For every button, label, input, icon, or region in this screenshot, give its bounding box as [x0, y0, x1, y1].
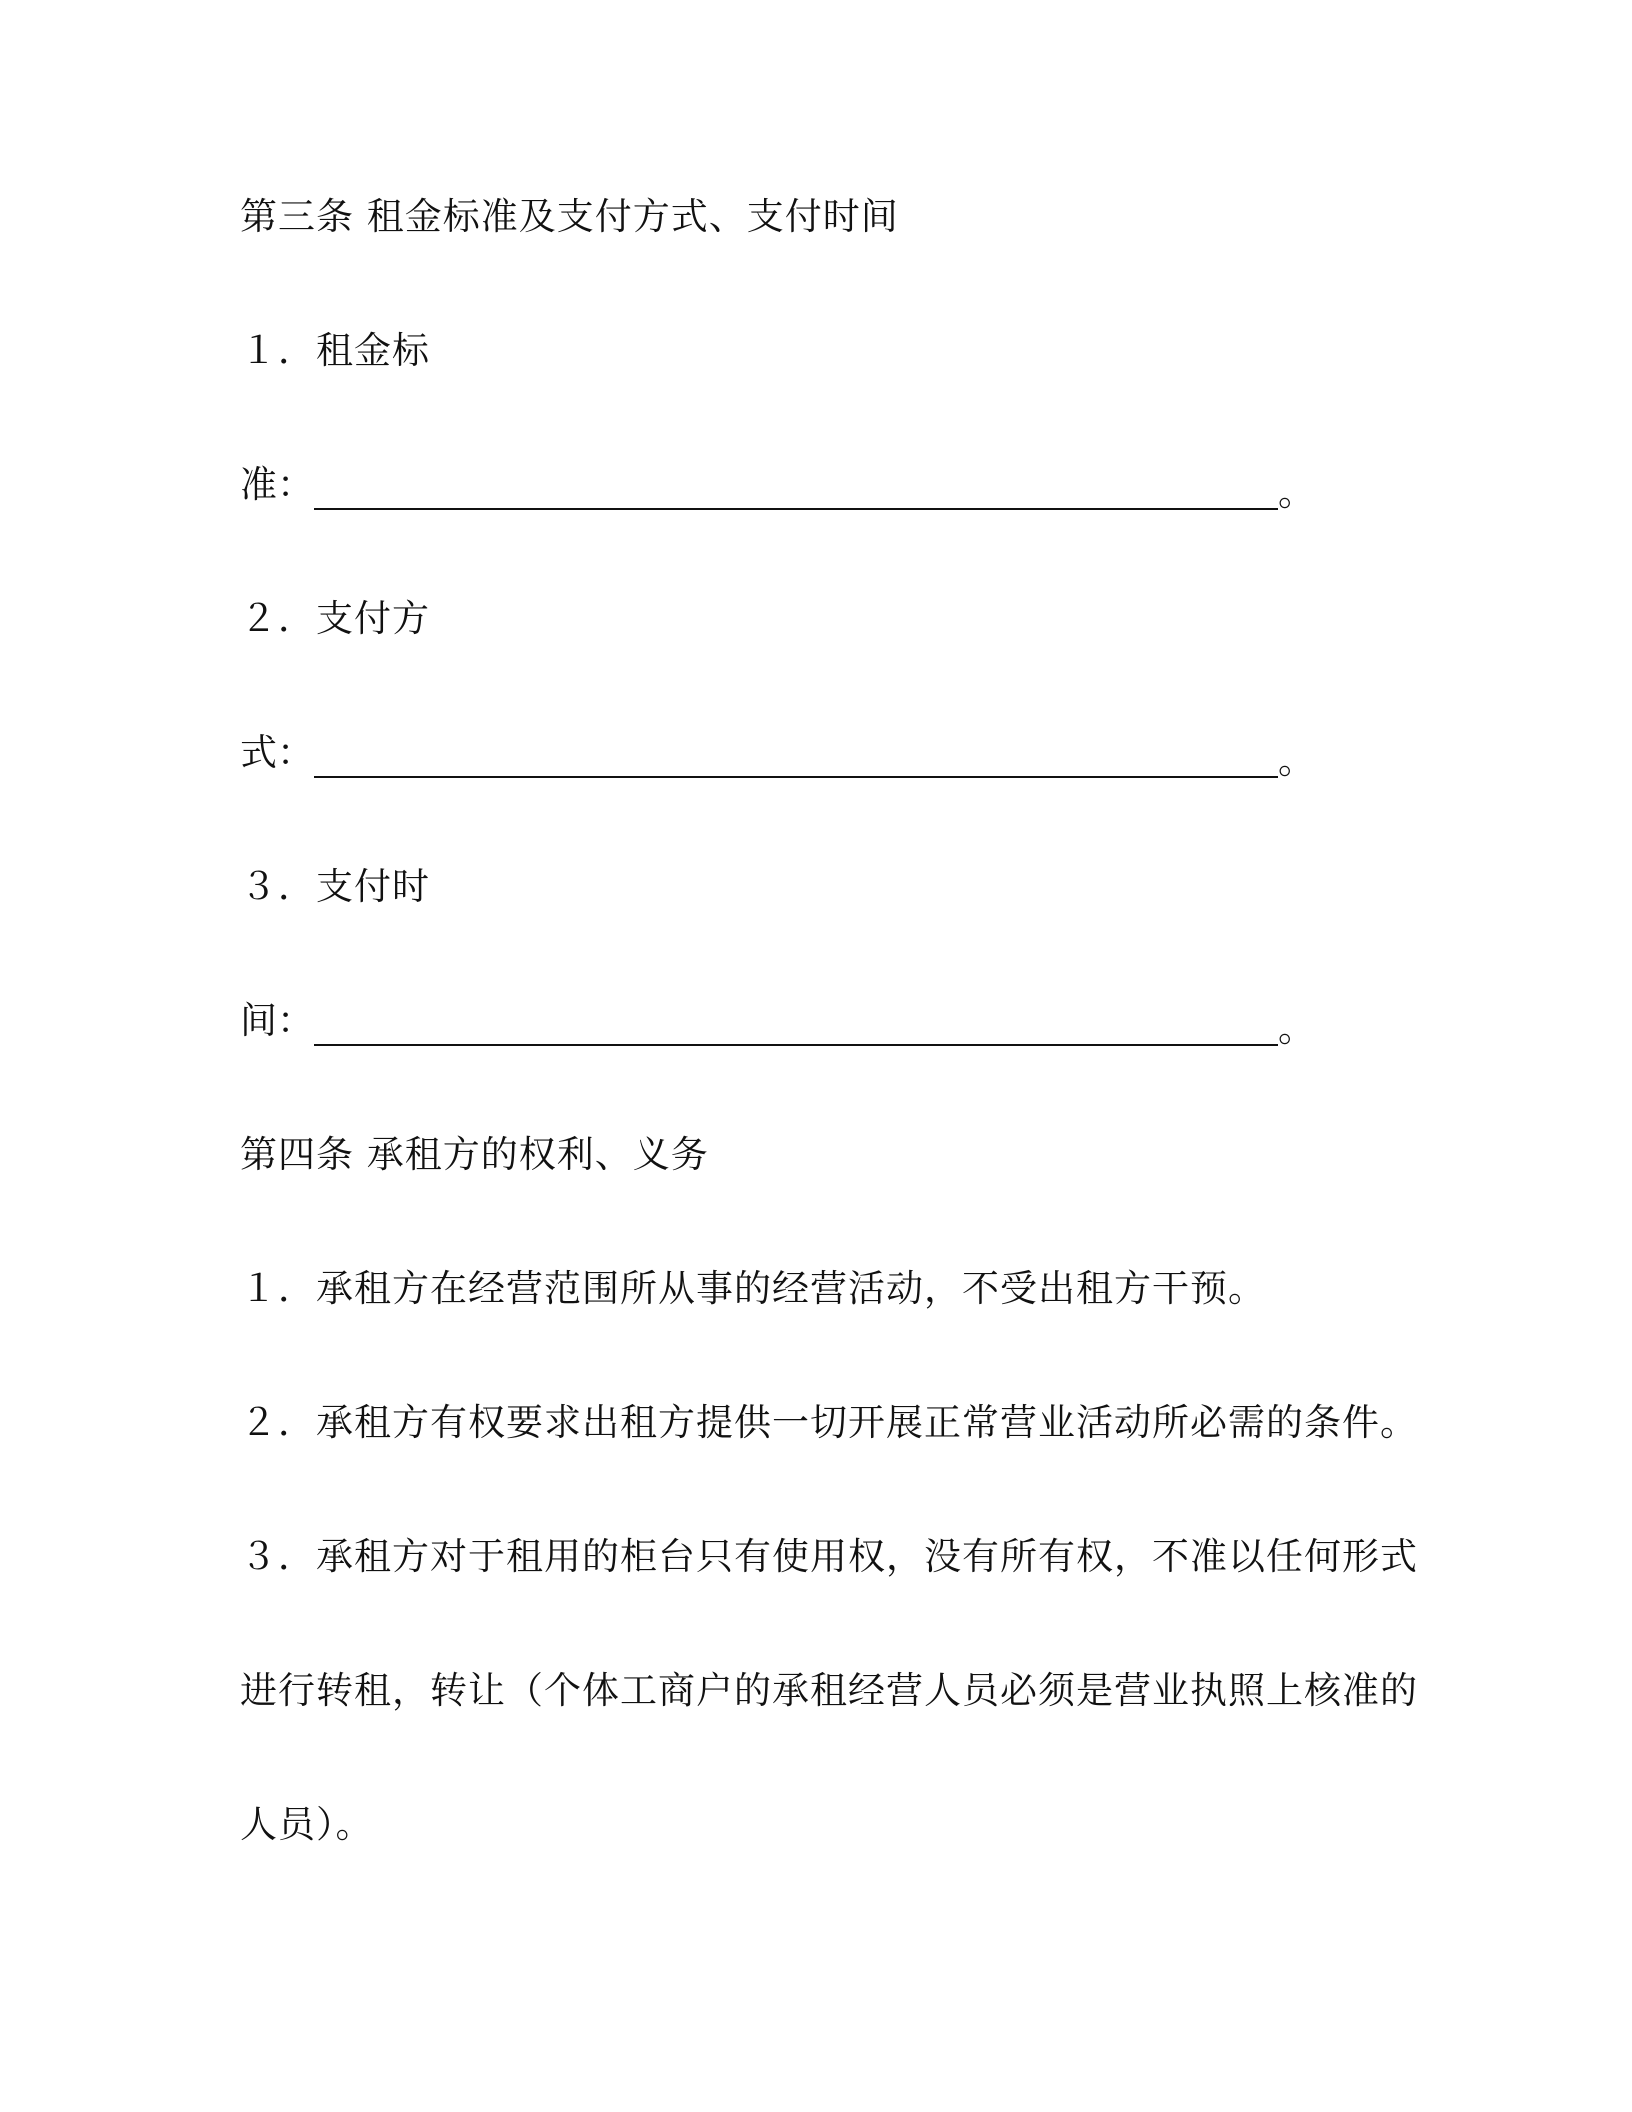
payment-time-blank[interactable] [314, 996, 1278, 1046]
article-4-item-1: １．承租方在经营范围所从事的经营活动，不受出租方干预。 [240, 1267, 1266, 1310]
article-3-heading: 第三条 租金标准及支付方式、支付时间 [240, 195, 899, 238]
rent-standard-blank[interactable] [314, 460, 1278, 510]
payment-method-field-row [240, 728, 1315, 788]
payment-method-period: 。 [1278, 739, 1315, 782]
payment-time-field-row [240, 996, 1315, 1056]
article-3-item-2-label: ２．支付方 [240, 597, 430, 640]
payment-method-label: 式： [240, 731, 314, 774]
payment-method-blank[interactable] [314, 728, 1278, 778]
article-4-item-3-line-3: 人员）。 [240, 1803, 374, 1846]
rent-standard-period: 。 [1278, 471, 1315, 514]
rent-standard-label: 准： [240, 463, 314, 506]
article-4-item-3-line-1: ３．承租方对于租用的柜台只有使用权，没有所有权，不准以任何形式 [240, 1535, 1418, 1578]
payment-time-label: 间： [240, 999, 314, 1042]
article-4-item-2: ２．承租方有权要求出租方提供一切开展正常营业活动所必需的条件。 [240, 1401, 1418, 1444]
payment-time-period: 。 [1278, 1007, 1315, 1050]
article-3-item-1-label: １．租金标 [240, 329, 430, 372]
article-3-item-3-label: ３．支付时 [240, 865, 430, 908]
article-4-item-3-line-2: 进行转租，转让（个体工商户的承租经营人员必须是营业执照上核准的 [240, 1669, 1418, 1712]
article-4-heading: 第四条 承租方的权利、义务 [240, 1133, 709, 1176]
rent-standard-field-row [240, 460, 1315, 520]
